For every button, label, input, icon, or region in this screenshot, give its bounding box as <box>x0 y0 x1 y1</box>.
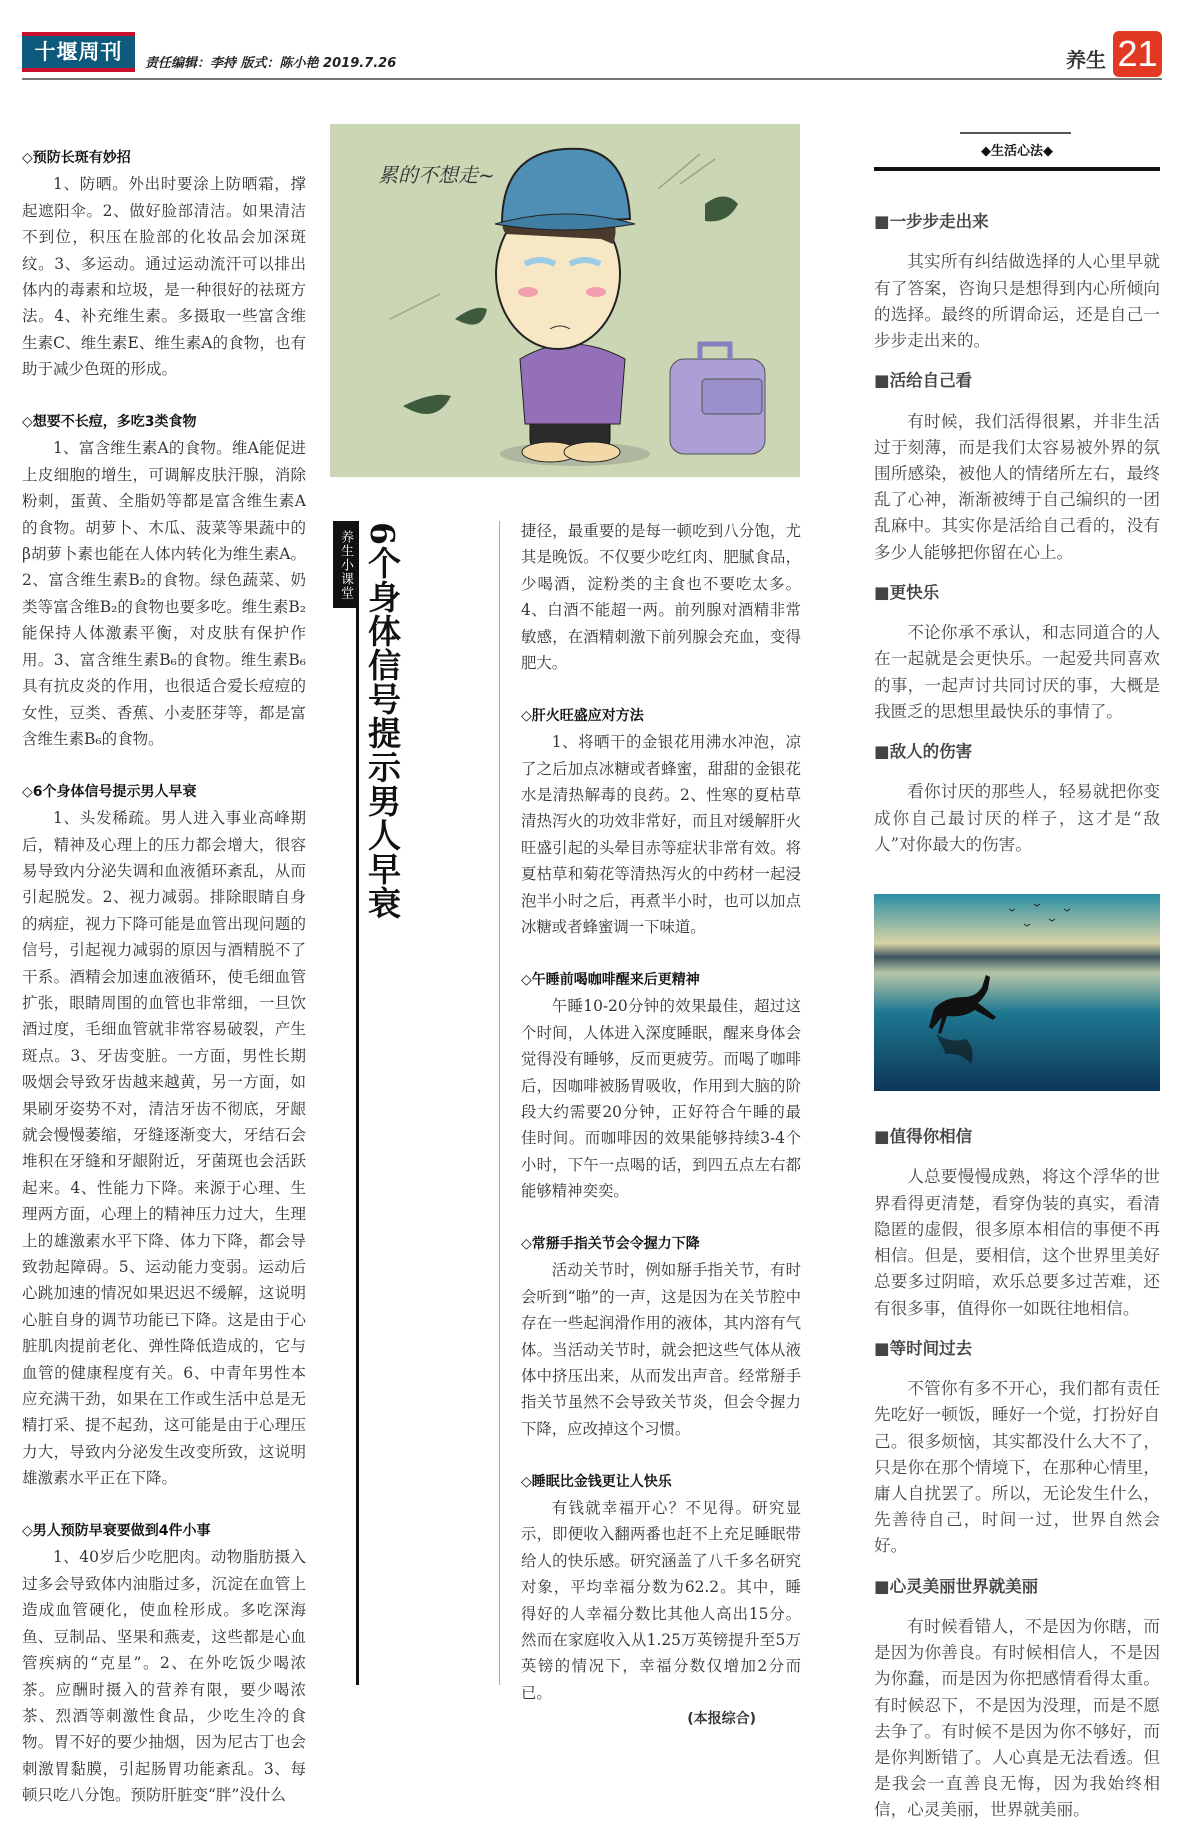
section-body: 1、富含维生素A的食物。维A能促进上皮细胞的增生，可调解皮肤汗腺，消除粉刺，蛋黄、全脂奶等都是富含维生素A的食物。胡萝卜、木瓜、菠菜等果蔬中的β胡萝卜素也能在人体内转化为维生素A。2、富含维生素B₂的食物。绿色蔬菜、奶类等富含维B₂的食物也要多吃。维生素B₂能保持人体激素平衡，对皮肤有保护作用。3、富含维生素B₆的食物。维生素B₆具有抗皮炎的作用，也很适合爱长痘痘的女性，豆类、香蕉、小麦胚芽等，都是富含维生素B₆的食物。 <box>22 439 306 748</box>
section-body: 人总要慢慢成熟，将这个浮华的世界看得更清楚，看穿伪装的真实，看清隐匿的虚假，很多原本相信的事便不再相信。但是，要相信，这个世界里美好总要多过阴暗，欢乐总要多过苦难，还有很多事，值得你一如既往地相信。 <box>874 1167 1160 1318</box>
section-body: 其实所有纠结做选择的人心里早就有了答案，咨询只是想得到内心所倾向的选择。最终的所谓命运，还是自己一步步走出来的。 <box>874 252 1160 351</box>
deer-photo <box>874 894 1160 1091</box>
section-body: 1、防晒。外出时要涂上防晒霜，撑起遮阳伞。2、做好脸部清洁。如果清洁不到位，积压在脸部的化妆品会加深斑纹。3、多运动。通过运动流汗可以排出体内的毒素和垃圾，是一种很好的祛斑方法。4、补充维生素。多摄取一些富含维生素C、维生素E、维生素A的食物，也有助于减少色斑的形成。 <box>22 175 306 379</box>
section-title: ◇男人预防早衰要做到4件小事 <box>22 1523 211 1540</box>
source-credit: (本报综合) <box>687 1711 756 1728</box>
section-name: 养生 <box>1066 48 1106 72</box>
column-label: 养生小课堂 <box>333 521 357 608</box>
right-column <box>874 209 1160 1824</box>
section-body: 1、将晒干的金银花用沸水冲泡，凉了之后加点冰糖或者蜂蜜，甜甜的金银花水是清热解毒的良药。2、性寒的夏枯草清热泻火的功效非常好，而且对缓解肝火旺盛引起的头晕目赤等症状非常有效。将夏枯草和菊花等清热泻火的中药材一起浸泡半小时之后，再煮半小时，也可以加点冰糖或者蜂蜜调一下味道。 <box>521 733 801 937</box>
newspaper-logo: 十堰周刊 <box>22 32 135 72</box>
page-number-badge: 21 <box>1113 31 1162 77</box>
section-title: ◇常掰手指关节会令握力下降 <box>521 1235 700 1252</box>
left-column <box>22 145 306 1809</box>
column-title-thick-rule <box>874 167 1160 171</box>
section-body: 活动关节时，例如掰手指关节，有时会听到“啪”的一声，这是因为在关节腔中存在一些起润滑作用的液体，其内溶有气体。当活动关节时，就会把这些气体从液体中挤压出来，从而发出声音。经常掰手指关节虽然不会导致关节炎，但会令握力下降，应改掉这个习惯。 <box>521 1261 801 1438</box>
section-title: ■敌人的伤害 <box>874 742 973 762</box>
section-body: 1、头发稀疏。男人进入事业高峰期后，精神及心理上的压力都会增大，很容易导致内分泌失调和血液循环紊乱，从而引起脱发。2、视力减弱。排除眼睛自身的病症，视力下降可能是血管出现问题的信号，引起视力减弱的原因与酒精脱不了干系。酒精会加速血液循环，使毛细血管扩张，眼睛周围的血管也非常细，一旦饮酒过度，毛细血管就非常容易破裂，产生斑点。3、牙齿变脏。一方面，男性长期吸烟会导致牙齿越来越黄，另一方面，如果刷牙姿势不对，清洁牙齿不彻底，牙龈就会慢慢萎缩，牙缝逐渐变大，牙结石会堆积在牙缝和牙龈附近，牙菌斑也会活跃起来。4、性能力下降。来源于心理、生理两方面，心理上的精神压力过大，生理上的雄激素水平下降、体力下降，都会导致勃起障碍。5、运动能力变弱。运动后心跳加速的情况如果迟迟不缓解，这说明心脏自身的调节功能已下降。这是由于心脏肌肉提前老化、弹性降低造成的，它与血管的健康程度有关。6、中青年男性本应充满干劲，如果在工作或生活中总是无精打采、提不起劲，这可能是由于心理压力大，导致内分泌发生改变所致，这说明雄激素水平正在下降。 <box>22 809 306 1488</box>
continued-body: 捷径，最重要的是每一顿吃到八分饱，尤其是晚饭。不仅要少吃红肉、肥腻食品，少喝酒，淀粉类的主食也不要吃太多。4、白酒不能超一两。前列腺对酒精非常敏感，在酒精刺激下前列腺会充血，变得肥大。 <box>521 522 801 673</box>
header-divider <box>22 78 1162 80</box>
section-body: 午睡10-20分钟的效果最佳，超过这个时间，人体进入深度睡眠，醒来身体会觉得没有睡够，反而更疲劳。而喝了咖啡后，因咖啡被肠胃吸收，作用到大脑的阶段大约需要20分钟，正好符合午睡的最佳时间。而咖啡因的效果能够持续3-4个小时，下午一点喝的话，到四五点左右都能够精神奕奕。 <box>521 997 801 1201</box>
middle-column <box>521 518 801 1732</box>
section-title: ◇预防长斑有妙招 <box>22 150 131 166</box>
column-divider <box>499 521 500 1685</box>
section-body: 看你讨厌的那些人，轻易就把你变成你自己最讨厌的样子，这才是“敌人”对你最大的伤害。 <box>874 782 1160 854</box>
editor-credits: 责任编辑：李持 版式：陈小艳 2019.7.26 <box>145 56 397 71</box>
section-body: 不管你有多不开心，我们都有责任先吃好一顿饭，睡好一个觉，打扮好自己。很多烦恼，其实都没什么大不了，只是你在那个情境下，在那种心情里，庸人自扰罢了。所以，无论发生什么，先善待自己，时间一过，世界自然会好。 <box>874 1379 1160 1556</box>
feature-title: 6个身体信号提示男人早衰 <box>363 522 402 920</box>
section-title: ◇想要不长痘，多吃3类食物 <box>22 414 197 431</box>
cartoon-caption: 累的不想走~ <box>378 163 495 187</box>
column-title-rule <box>960 132 1071 134</box>
section-title: ■等时间过去 <box>874 1338 973 1358</box>
section-body: 有时候，我们活得很累，并非生活过于刻薄，而是我们太容易被外界的氛围所感染，被他人的情绪所左右，最终乱了心神，渐渐被缚于自己编织的一团乱麻中。其实你是活给自己看的，没有多少人能够把你留在心上。 <box>874 411 1160 562</box>
section-title: ◇肝火旺盛应对方法 <box>521 707 644 724</box>
section-title: ■值得你相信 <box>874 1127 973 1147</box>
vertical-divider <box>356 521 359 1685</box>
section-title: ■活给自己看 <box>874 371 973 391</box>
section-body: 有钱就幸福开心？不见得。研究显示，即便收入翻两番也赶不上充足睡眠带给人的快乐感。研究涵盖了八千多名研究对象，平均幸福分数为62.2。其中，睡得好的人幸福分数比其他人高出15分。然而在家庭收入从1.25万英镑提升至5万英镑的情况下，幸福分数仅增加2分而已。 <box>521 1498 801 1702</box>
section-title: ■更快乐 <box>874 582 940 602</box>
column-title: ◆生活心法◆ <box>981 144 1053 159</box>
section-body: 不论你承不承认，和志同道合的人在一起就是会更快乐。一起爱共同喜欢的事，一起声讨共同讨厌的事，大概是我匮乏的思想里最快乐的事情了。 <box>874 623 1160 721</box>
section-title: ■心灵美丽世界就美丽 <box>874 1576 1039 1596</box>
cartoon-illustration <box>330 124 800 477</box>
section-title: ◇睡眠比金钱更让人快乐 <box>521 1473 672 1490</box>
section-title: ■一步步走出来 <box>874 212 989 231</box>
section-title: ◇6个身体信号提示男人早衰 <box>22 783 197 800</box>
section-title: ◇午睡前喝咖啡醒来后更精神 <box>521 971 700 988</box>
section-body: 1、40岁后少吃肥肉。动物脂肪摄入过多会导致体内油脂过多，沉淀在血管上造成血管硬化，使血栓形成。多吃深海鱼、豆制品、坚果和燕麦，这些都是心血管疾病的“克星”。2、在外吃饭少喝浓茶。应酬时摄入的营养有限，要少喝浓茶、烈酒等刺激性食品，少吃生冷的食物。胃不好的要少抽烟，因为尼古丁也会刺激胃黏膜，引起肠胃功能紊乱。3、每顿只吃八分饱。预防肝脏变“胖”没什么 <box>22 1548 306 1805</box>
section-body: 有时候看错人，不是因为你瞎，而是因为你善良。有时候相信人，不是因为你蠢，而是因为你把感情看得太重。有时候忍下，不是因为没理，而是不愿去争了。有时候不是因为你不够好，而是你判断错了。人心真是无法看透。但是我会一直善良无悔，因为我始终相信，心灵美丽，世界就美丽。 <box>874 1616 1160 1820</box>
